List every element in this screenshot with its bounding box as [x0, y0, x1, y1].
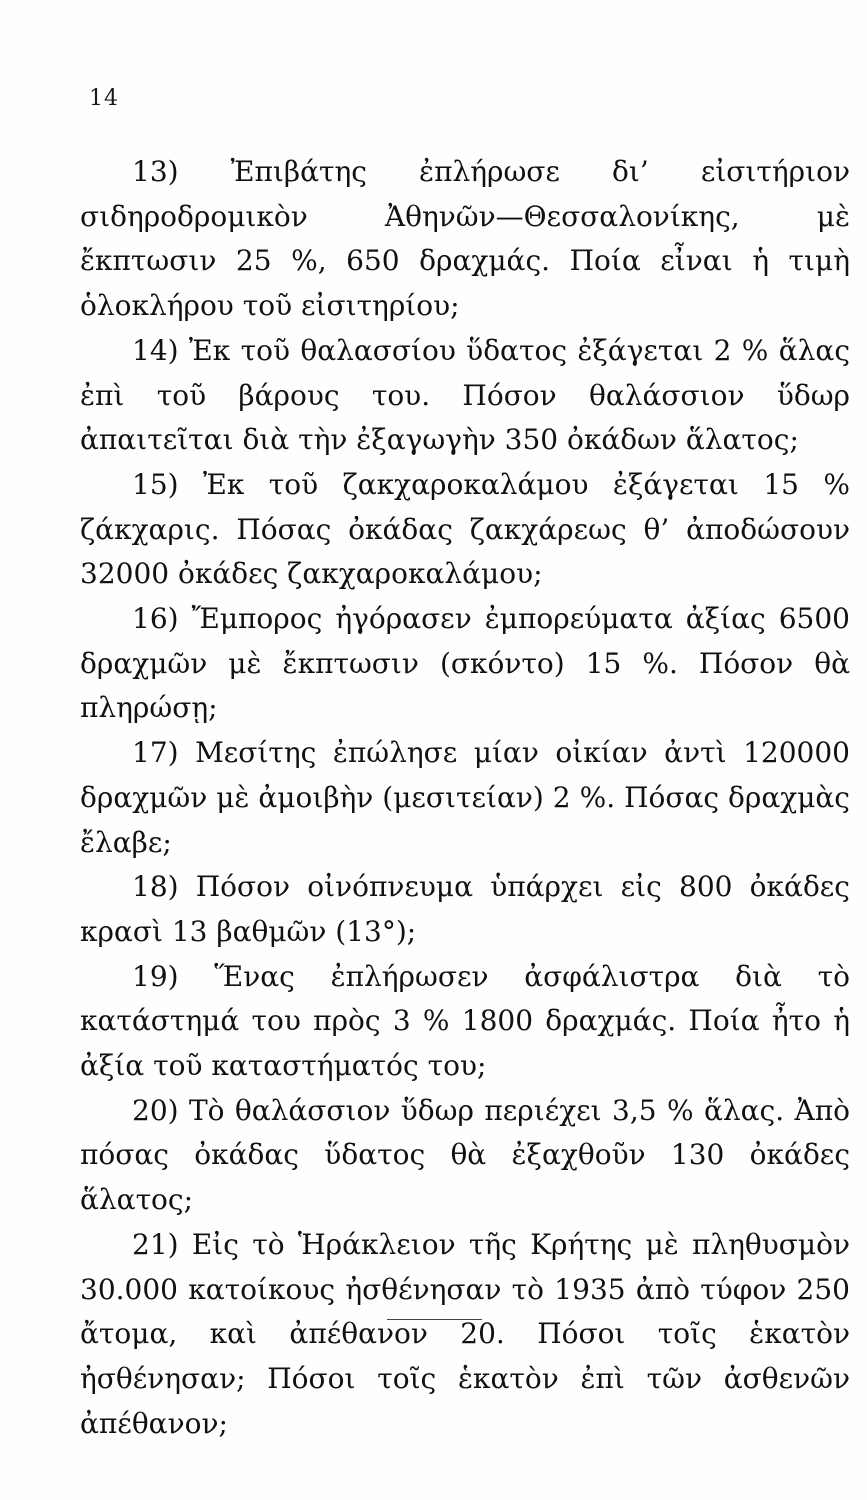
problem-20: 20) Τὸ θαλάσσιον ὕδωρ περιέχει 3,5 % ἅλας. Ἀπὸ πόσας ὀκάδας ὕδατος θὰ ἐξαχθοῦν 130 ὀκάδες ἅλατος;: [80, 1093, 850, 1217]
problem-16: 16) Ἔμπορος ἠγόρασεν ἐμπορεύματα ἀξίας 6500 δραχμῶν μὲ ἔκπτωσιν (σκόντο) 15 %. Πόσον θὰ πληρώσῃ;: [80, 602, 850, 725]
problem-19: 19) Ἕνας ἐπλήρωσεν ἀσφάλιστρα διὰ τὸ κατάστημά του πρὸς 3 % 1800 δραχμάς. Ποία ἦτο ἡ ἀξία τοῦ καταστήματός του;: [80, 959, 850, 1083]
problem-15: 15) Ἐκ τοῦ ζακχαροκαλάμου ἐξάγεται 15 % ζάκχαρις. Πόσας ὀκάδας ζακχάρεως θ’ ἀποδώσουν 32000 ὀκάδες ζακχαροκαλάμου;: [80, 467, 850, 591]
page-number: 14: [89, 86, 119, 111]
problem-17: 17) Μεσίτης ἐπώλησε μίαν οἰκίαν ἀντὶ 120000 δραχμῶν μὲ ἀμοιβὴν (μεσιτείαν) 2 %. Πόσας δραχμὰς ἔλαβε;: [80, 736, 850, 859]
problem-18: 18) Πόσον οἰνόπνευμα ὑπάρχει εἰς 800 ὀκάδες κρασὶ 13 βαθμῶν (13°);: [80, 870, 850, 948]
problems-text: [80, 150, 850, 1446]
closing-rule: [387, 1319, 482, 1320]
problem-13: 13) Ἐπιβάτης ἐπλήρωσε δι’ εἰσιτήριον σιδηροδρομικὸν Ἀθηνῶν—Θεσσαλονίκης, μὲ ἔκπτωσιν 25 %, 650 δραχμάς. Ποία εἶναι ἡ τιμὴ ὁλοκλήρου τοῦ εἰσιτηρίου;: [80, 155, 850, 323]
problem-21: 21) Εἰς τὸ Ἡράκλειον τῆς Κρήτης μὲ πληθυσμὸν 30.000 κατοίκους ἠσθένησαν τὸ 1935 ἀπὸ τύφον 250 ἄτομα, καὶ ἀπέθανον 20. Πόσοι τοῖς ἑκατὸν ἠσθένησαν; Πόσοι τοῖς ἑκατὸν ἐπὶ τῶν ἀσθενῶν ἀπέθανον;: [80, 1227, 850, 1440]
problem-14: 14) Ἐκ τοῦ θαλασσίου ὕδατος ἐξάγεται 2 % ἅλας ἐπὶ τοῦ βάρους του. Πόσον θαλάσσιον ὕδωρ ἀπαιτεῖται διὰ τὴν ἐξαγωγὴν 350 ὀκάδων ἅλατος;: [80, 333, 850, 457]
